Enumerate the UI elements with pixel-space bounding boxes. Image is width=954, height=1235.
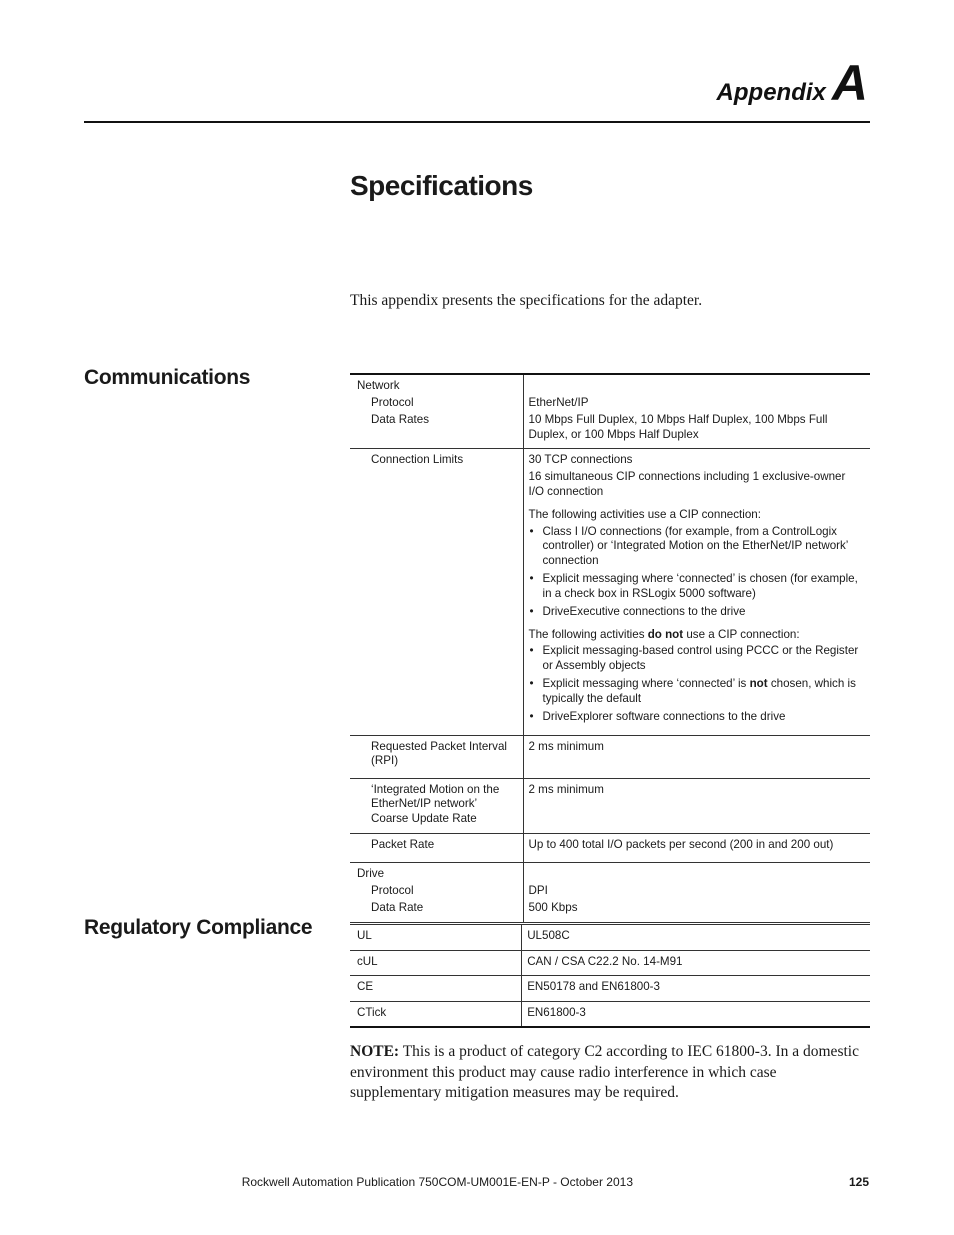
list-item: • DriveExecutive connections to the drive	[543, 605, 865, 620]
drive-data-rate-label: Data Rate	[371, 901, 424, 914]
network-label: Network	[357, 379, 400, 392]
regulatory-label: UL	[350, 925, 522, 951]
regulatory-compliance-table	[350, 924, 870, 1028]
page-title: Specifications	[350, 170, 533, 201]
drive-label: Drive	[357, 866, 385, 880]
table-row-packet-rate	[350, 834, 870, 863]
communications-table	[350, 373, 870, 923]
table-row-rpi	[350, 735, 870, 778]
drive-protocol-value: DPI	[528, 883, 548, 897]
footer-publication: Rockwell Automation Publication 750COM-UM001E-EN-P - October 2013	[241, 1175, 633, 1189]
cip-connections: 16 simultaneous CIP connections including 1 exclusive-owner I/O connection	[528, 470, 846, 498]
uses-cip-intro: The following activities use a CIP connection:	[528, 508, 761, 521]
table-row	[350, 976, 870, 1002]
table-row	[350, 925, 870, 951]
note-label: NOTE:	[350, 1043, 400, 1060]
packet-rate-value: Up to 400 total I/O packets per second (200 in and 200 out)	[528, 838, 834, 851]
regulatory-compliance-heading: Regulatory Compliance	[84, 916, 313, 939]
tcp-connections: 30 TCP connections	[528, 453, 633, 466]
intro-paragraph: This appendix presents the specifications for the adapter.	[350, 292, 703, 309]
coarse-update-rate-label: ‘Integrated Motion on the EtherNet/IP network’ Coarse Update Rate	[371, 782, 500, 825]
page-number: 125	[848, 1175, 869, 1189]
table-row-connection-limits	[350, 449, 870, 736]
table-row-network	[350, 374, 870, 449]
regulatory-label: cUL	[350, 950, 522, 976]
appendix-heading	[716, 55, 868, 111]
data-rates-value: 10 Mbps Full Duplex, 10 Mbps Half Duplex, 100 Mbps Full Duplex, or 100 Mbps Half Duplex	[528, 413, 828, 441]
data-rates-label: Data Rates	[371, 413, 429, 426]
drive-protocol-label: Protocol	[371, 883, 414, 897]
table-row-drive	[350, 862, 870, 922]
connection-limits-label: Connection Limits	[371, 453, 464, 466]
regulatory-label: CE	[350, 976, 522, 1002]
list-item: • Explicit messaging-based control using PCCC or the Register or Assembly objects	[543, 644, 865, 673]
packet-rate-label: Packet Rate	[371, 838, 435, 851]
regulatory-value: CAN / CSA C22.2 No. 14-M91	[522, 950, 870, 976]
appendix-word: Appendix	[716, 79, 826, 106]
table-row	[350, 1001, 870, 1027]
appendix-letter: A	[831, 55, 868, 111]
table-row-coarse-update-rate	[350, 778, 870, 834]
header-rule	[84, 121, 870, 123]
coarse-update-rate-value: 2 ms minimum	[528, 782, 604, 796]
regulatory-value: EN61800-3	[522, 1001, 870, 1027]
note-text: This is a product of category C2 according to IEC 61800-3. In a domestic environment this product may cause radio interference in which case supplementary mitigation measures may be required.	[350, 1043, 859, 1101]
list-item: • Explicit messaging where ‘connected’ is chosen (for example, in a check box in RSLogix 5000 software)	[543, 572, 865, 601]
table-row	[350, 950, 870, 976]
list-item: • Explicit messaging where ‘connected’ is not chosen, which is typically the default	[543, 677, 865, 706]
protocol-value: EtherNet/IP	[528, 396, 589, 409]
rpi-label: Requested Packet Interval (RPI)	[371, 739, 507, 767]
list-item: • Class I I/O connections (for example, from a ControlLogix controller) or ‘Integrated Motion on the EtherNet/IP network’ connection	[543, 525, 865, 569]
communications-heading: Communications	[84, 366, 251, 389]
uses-cip-list	[529, 525, 865, 620]
no-cip-intro: The following activities do not use a CIP connection:	[528, 627, 800, 641]
drive-data-rate-value: 500 Kbps	[528, 901, 578, 914]
protocol-label: Protocol	[371, 396, 414, 409]
note-paragraph	[350, 1042, 870, 1104]
list-item: • DriveExplorer software connections to the drive	[543, 710, 865, 725]
regulatory-value: UL508C	[527, 929, 570, 942]
rpi-value: 2 ms minimum	[528, 739, 604, 753]
regulatory-value: EN50178 and EN61800-3	[522, 976, 870, 1002]
no-cip-list	[529, 644, 865, 725]
regulatory-label: CTick	[350, 1001, 522, 1027]
